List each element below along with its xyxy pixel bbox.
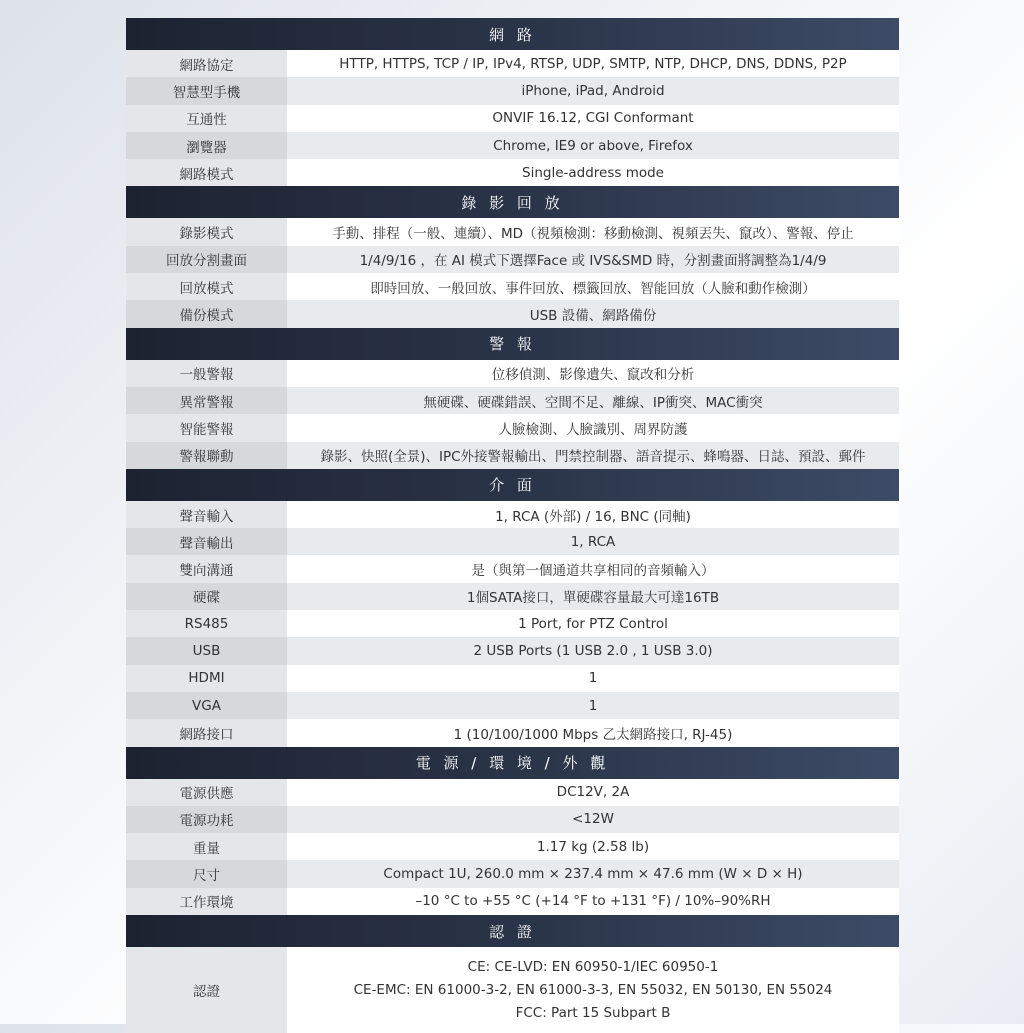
spec-value: 2 USB Ports (1 USB 2.0 , 1 USB 3.0) [287, 637, 899, 664]
spec-table [126, 18, 899, 1033]
section-header-interface: 介 面 [126, 469, 899, 501]
spec-label: 網路模式 [126, 159, 287, 186]
spec-value: 手動、排程（一般、連續）、MD（視頻檢測：移動檢測、視頻丟失、竄改）、警報、停止 [287, 218, 899, 245]
spec-value: 1.17 kg (2.58 lb) [287, 833, 899, 860]
spec-row [126, 719, 899, 746]
cert-line: CE-EMC: EN 61000-3-2, EN 61000-3-3, EN 55032, EN 50130, EN 55024 [353, 981, 833, 998]
spec-label: 網路協定 [126, 50, 287, 77]
spec-label: 智慧型手機 [126, 77, 287, 104]
spec-row [126, 555, 899, 582]
spec-row [126, 692, 899, 719]
spec-value: Compact 1U, 260.0 mm × 237.4 mm × 47.6 mm (W × D × H) [287, 860, 899, 887]
spec-value: 1, RCA [287, 528, 899, 555]
spec-value: Chrome, IE9 or above, Firefox [287, 132, 899, 159]
spec-row [126, 583, 899, 610]
spec-label: 電源功耗 [126, 806, 287, 833]
spec-row [126, 442, 899, 469]
spec-label: 網路接口 [126, 719, 287, 746]
spec-row [126, 665, 899, 692]
spec-value: –10 °C to +55 °C (+14 °F to +131 °F) / 10%–90%RH [287, 888, 899, 915]
spec-value: 1, RCA (外部) / 16, BNC (同軸) [287, 501, 899, 528]
spec-row [126, 806, 899, 833]
spec-row [126, 132, 899, 159]
spec-row [126, 501, 899, 528]
spec-value: 1 (10/100/1000 Mbps 乙太網路接口, RJ-45) [287, 719, 899, 746]
section-header-recording: 錄 影 回 放 [126, 186, 899, 218]
spec-label: 重量 [126, 833, 287, 860]
spec-label: 聲音輸出 [126, 528, 287, 555]
spec-value: 無硬碟、硬碟錯誤、空間不足、離線、IP衝突、MAC衝突 [287, 387, 899, 414]
spec-label: 聲音輸入 [126, 501, 287, 528]
spec-value: 1 Port, for PTZ Control [287, 610, 899, 637]
spec-label: 一般警報 [126, 360, 287, 387]
spec-value: Single-address mode [287, 159, 899, 186]
spec-value: 即時回放、一般回放、事件回放、標籤回放、智能回放（人臉和動作檢測） [287, 273, 899, 300]
spec-value: 人臉檢測、人臉識別、周界防護 [287, 414, 899, 441]
spec-value: 位移偵測、影像遺失、竄改和分析 [287, 360, 899, 387]
spec-label: 備份模式 [126, 300, 287, 327]
spec-row [126, 360, 899, 387]
spec-value: ONVIF 16.12, CGI Conformant [287, 105, 899, 132]
spec-row [126, 779, 899, 806]
spec-row [126, 159, 899, 186]
spec-label: VGA [126, 692, 287, 719]
spec-row [126, 77, 899, 104]
spec-label: 硬碟 [126, 583, 287, 610]
spec-label: 電源供應 [126, 779, 287, 806]
spec-row [126, 300, 899, 327]
spec-value: 1個SATA接口，單硬碟容量最大可達16TB [287, 583, 899, 610]
spec-label: 回放模式 [126, 273, 287, 300]
spec-label: 瀏覽器 [126, 132, 287, 159]
spec-row [126, 246, 899, 273]
spec-value: HTTP, HTTPS, TCP / IP, IPv4, RTSP, UDP, SMTP, NTP, DHCP, DNS, DDNS, P2P [287, 50, 899, 77]
spec-label: RS485 [126, 610, 287, 637]
spec-label: HDMI [126, 665, 287, 692]
spec-row [126, 888, 899, 915]
spec-label: 智能警報 [126, 414, 287, 441]
spec-value: 1/4/9/16 ，在 AI 模式下選擇Face 或 IVS&SMD 時，分割畫面將調整為1/4/9 [287, 246, 899, 273]
spec-row [126, 414, 899, 441]
spec-row [126, 860, 899, 887]
spec-value-multiline [287, 947, 899, 1033]
spec-label: 雙向溝通 [126, 555, 287, 582]
spec-label: 尺寸 [126, 860, 287, 887]
spec-row [126, 637, 899, 664]
spec-label: 異常警報 [126, 387, 287, 414]
spec-row [126, 387, 899, 414]
spec-label: 回放分割畫面 [126, 246, 287, 273]
spec-value: 是（與第一個通道共享相同的音頻輸入） [287, 555, 899, 582]
spec-label: 互通性 [126, 105, 287, 132]
cert-line: FCC: Part 15 Subpart B [515, 1004, 671, 1021]
spec-row [126, 947, 899, 1033]
spec-row [126, 610, 899, 637]
spec-label: 工作環境 [126, 888, 287, 915]
spec-value: DC12V, 2A [287, 779, 899, 806]
spec-value: 1 [287, 665, 899, 692]
spec-label: 認證 [126, 947, 287, 1033]
spec-label: 警報聯動 [126, 442, 287, 469]
section-header-network: 網 路 [126, 18, 899, 50]
spec-value: <12W [287, 806, 899, 833]
spec-label: 錄影模式 [126, 218, 287, 245]
section-header-power: 電 源 / 環 境 / 外 觀 [126, 747, 899, 779]
spec-value: 1 [287, 692, 899, 719]
spec-row [126, 218, 899, 245]
spec-row [126, 273, 899, 300]
spec-value: USB 設備、網路備份 [287, 300, 899, 327]
section-header-certification: 認 證 [126, 915, 899, 947]
spec-label: USB [126, 637, 287, 664]
spec-value: 錄影、快照(全景)、IPC外接警報輸出、門禁控制器、語音提示、蜂鳴器、日誌、預設、郵件 [287, 442, 899, 469]
spec-value: iPhone, iPad, Android [287, 77, 899, 104]
spec-row [126, 50, 899, 77]
spec-row [126, 833, 899, 860]
cert-line: CE: CE-LVD: EN 60950-1/IEC 60950-1 [467, 958, 719, 975]
spec-row [126, 528, 899, 555]
spec-row [126, 105, 899, 132]
section-header-alarm: 警 報 [126, 328, 899, 360]
